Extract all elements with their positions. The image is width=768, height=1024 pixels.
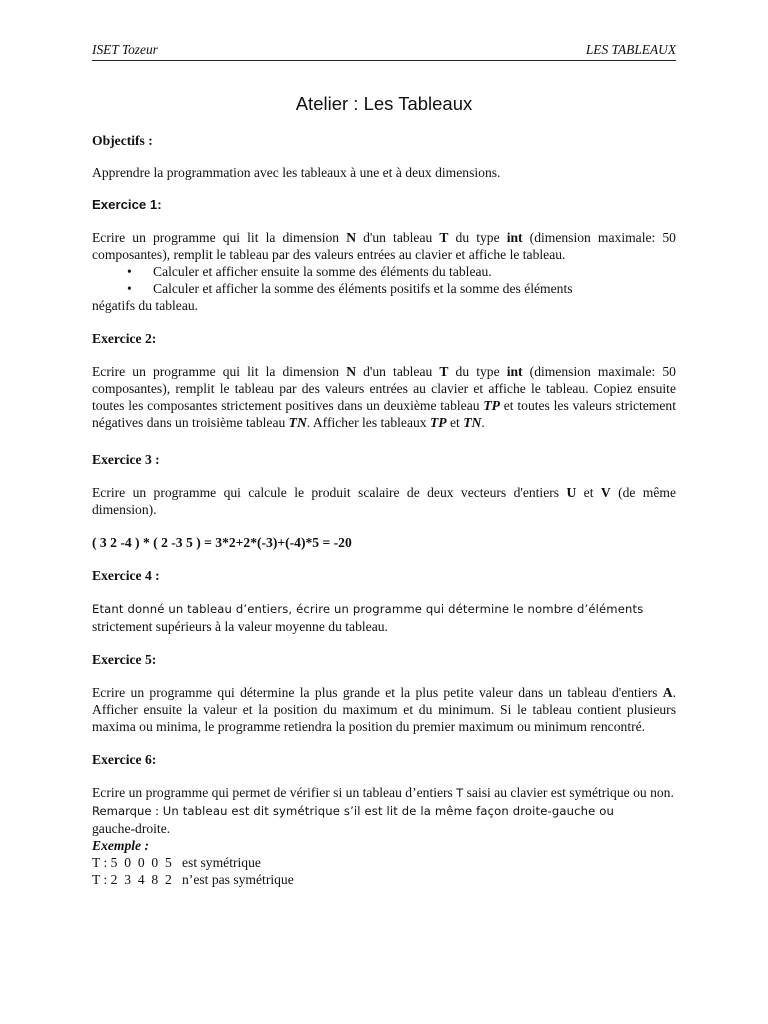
example-row-not-symmetric: T : 2 3 4 8 2 n’est pas symétrique (92, 872, 294, 887)
exercise-5-heading: Exercice 5: (92, 652, 157, 667)
example-heading: Exemple : (92, 838, 150, 853)
header-subject: LES TABLEAUX (585, 42, 676, 57)
exercise-2-statement: Ecrire un programme qui lit la dimension N d'un tableau T du type int (dimension maximale: 50 composantes), remplit le tableau par des valeurs entrées au clavier et affiche le tableau. Copiez ensuite toutes les composantes strictement positives dans un deuxième tableau TP et toutes les valeurs strictement négatives dans un troisième tableau TN. Afficher les tableaux TP et TN. (92, 364, 676, 430)
header-school: ISET Tozeur (92, 42, 158, 57)
exercise-3-statement: Ecrire un programme qui calcule le produit scalaire de deux vecteurs d'entiers U et V (de même dimension). (92, 485, 677, 517)
exercise-6-heading: Exercice 6: (92, 752, 157, 767)
exercise-4-heading: Exercice 4 : (92, 568, 160, 583)
exercise-2-heading: Exercice 2: (92, 331, 157, 346)
exercise-6-remark: Remarque : Un tableau est dit symétrique s’il est lit de la même façon droite-gauche ou (92, 804, 614, 818)
page-title: Atelier : Les Tableaux (295, 93, 473, 114)
exercise-3-heading: Exercice 3 : (92, 452, 160, 467)
list-item: • Calculer et afficher ensuite la somme des éléments du tableau. (153, 263, 676, 280)
exercise-1-task-continuation: négatifs du tableau. (92, 298, 199, 313)
example-row-symmetric: T : 5 0 0 0 5 est symétrique (92, 855, 261, 870)
exercise-1-tasks (92, 263, 676, 297)
page-header (92, 42, 676, 61)
exercise-6-remark-continuation: gauche-droite. (92, 821, 171, 836)
exercise-3-formula: ( 3 2 -4 ) * ( 2 -3 5 ) = 3*2+2*(-3)+(-4)*5 = -20 (92, 535, 352, 550)
objectives-heading: Objectifs : (92, 133, 153, 148)
exercise-1-heading: Exercice 1: (92, 197, 162, 212)
exercise-6-statement: Ecrire un programme qui permet de vérifier si un tableau d’entiers T saisi au clavier est symétrique ou non. (92, 785, 674, 800)
document-page (92, 42, 676, 888)
objectives-text: Apprendre la programmation avec les tableaux à une et à deux dimensions. (92, 165, 501, 180)
exercise-1-statement: Ecrire un programme qui lit la dimension N d'un tableau T du type int (dimension maximale: 50 composantes), remplit le tableau par des valeurs entrées au clavier et affiche le tableau. (92, 230, 676, 262)
exercise-4-statement: Etant donné un tableau d’entiers, écrire un programme qui détermine le nombre d’éléments strictement supérieurs à la valeur moyenne du tableau. (92, 602, 644, 634)
tp-label: TP (429, 415, 447, 430)
tn-label: TN (463, 415, 482, 430)
exercise-5-statement: Ecrire un programme qui détermine la plus grande et la plus petite valeur dans un tableau d'entiers A. Afficher ensuite la valeur et la position du maximum et du minimum. Si le tableau contient plusieurs maxima ou minima, le programme retiendra la position du premier maximum ou minimum rencontré. (92, 685, 676, 734)
list-item: • Calculer et afficher la somme des éléments positifs et la somme des éléments (153, 280, 676, 297)
